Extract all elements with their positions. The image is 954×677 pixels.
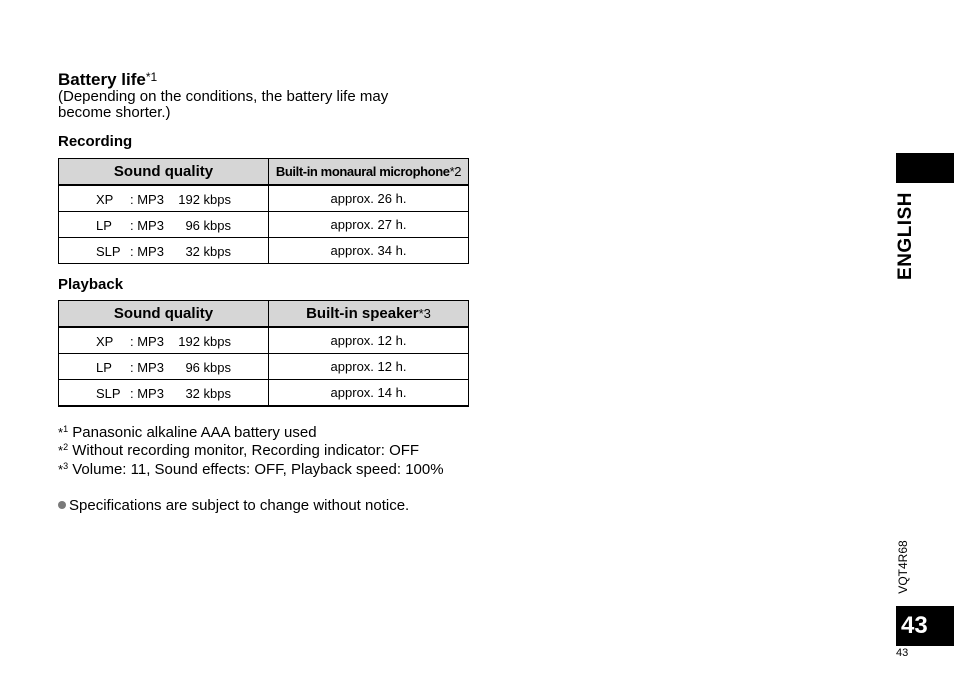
page-number-small: 43 [896, 647, 909, 659]
battery-life-value: approx. 27 h. [269, 212, 469, 238]
footnote-3 [58, 461, 444, 478]
table-row [59, 380, 469, 407]
recording-header-microphone [269, 159, 469, 186]
recording-table [58, 158, 469, 264]
footnote-mark: *$^3$ [58, 461, 69, 477]
battery-life-mark: *1 [145, 70, 158, 84]
battery-life-note [58, 89, 388, 121]
bullet-icon [58, 501, 66, 509]
sound-quality-cell [59, 354, 269, 380]
bitrate-label: 192 kbps [178, 192, 231, 207]
codec-label: : MP3 [130, 386, 164, 401]
playback-heading: Playback [58, 276, 124, 293]
codec-label: : MP3 [130, 244, 164, 259]
battery-life-value: approx. 14 h. [269, 380, 469, 407]
recording-header-mark: *2 [449, 164, 462, 179]
page-number-big: 43 [901, 612, 928, 639]
bitrate-label: 32 kbps [185, 244, 231, 259]
table-row [59, 354, 469, 380]
model-code: VQT4R68 [896, 540, 910, 594]
footnote-mark: *$^2$ [58, 442, 69, 458]
battery-life-value: approx. 12 h. [269, 354, 469, 380]
footnote-text: Without recording monitor, Recording indicator: OFF [72, 442, 420, 459]
table-row [59, 212, 469, 238]
mode-label: LP [96, 360, 112, 375]
mode-label: SLP [96, 386, 121, 401]
table-row [59, 238, 469, 264]
battery-life-title: Battery life [58, 70, 146, 89]
playback-header-sound-quality: Sound quality [59, 301, 269, 328]
footnote-2 [58, 442, 419, 459]
bitrate-label: 32 kbps [185, 386, 231, 401]
spec-notice-text: Specifications are subject to change without notice. [69, 497, 410, 514]
playback-header-mark: *3 [418, 306, 431, 321]
codec-label: : MP3 [130, 218, 164, 233]
bitrate-label: 96 kbps [185, 360, 231, 375]
recording-header-sound-quality: Sound quality [59, 159, 269, 186]
playback-table [58, 300, 469, 407]
battery-life-value: approx. 34 h. [269, 238, 469, 264]
sound-quality-cell [59, 327, 269, 354]
table-row [59, 185, 469, 212]
mode-label: SLP [96, 244, 121, 259]
bitrate-label: 192 kbps [178, 334, 231, 349]
playback-table-header [59, 301, 469, 328]
battery-life-value: approx. 26 h. [269, 185, 469, 212]
battery-note-line2: become shorter.) [58, 104, 171, 121]
language-tab-marker [896, 153, 954, 183]
recording-heading: Recording [58, 133, 133, 150]
battery-life-heading [58, 70, 157, 90]
spec-notice [58, 497, 409, 514]
mode-label: LP [96, 218, 112, 233]
page-number-box [896, 606, 954, 646]
footnote-1 [58, 424, 317, 441]
battery-life-value: approx. 12 h. [269, 327, 469, 354]
sound-quality-cell [59, 380, 269, 407]
table-row [59, 327, 469, 354]
recording-table-header [59, 159, 469, 186]
sound-quality-cell [59, 238, 269, 264]
footnote-text: Volume: 11, Sound effects: OFF, Playback speed: 100% [72, 461, 444, 478]
codec-label: : MP3 [130, 334, 164, 349]
recording-header-microphone-label: Built-in monaural microphone [275, 164, 450, 179]
footnote-text: Panasonic alkaline AAA battery used [72, 424, 317, 441]
playback-header-speaker [269, 301, 469, 328]
bitrate-label: 96 kbps [185, 218, 231, 233]
codec-label: : MP3 [130, 360, 164, 375]
mode-label: XP [96, 192, 114, 207]
playback-header-speaker-label: Built-in speaker [306, 305, 419, 322]
battery-note-line1: (Depending on the conditions, the battery life may [58, 88, 389, 105]
mode-label: XP [96, 334, 114, 349]
codec-label: : MP3 [130, 192, 164, 207]
sound-quality-cell [59, 185, 269, 212]
sound-quality-cell [59, 212, 269, 238]
language-label: ENGLISH [895, 192, 916, 280]
footnote-mark: *$^1$ [58, 424, 69, 440]
